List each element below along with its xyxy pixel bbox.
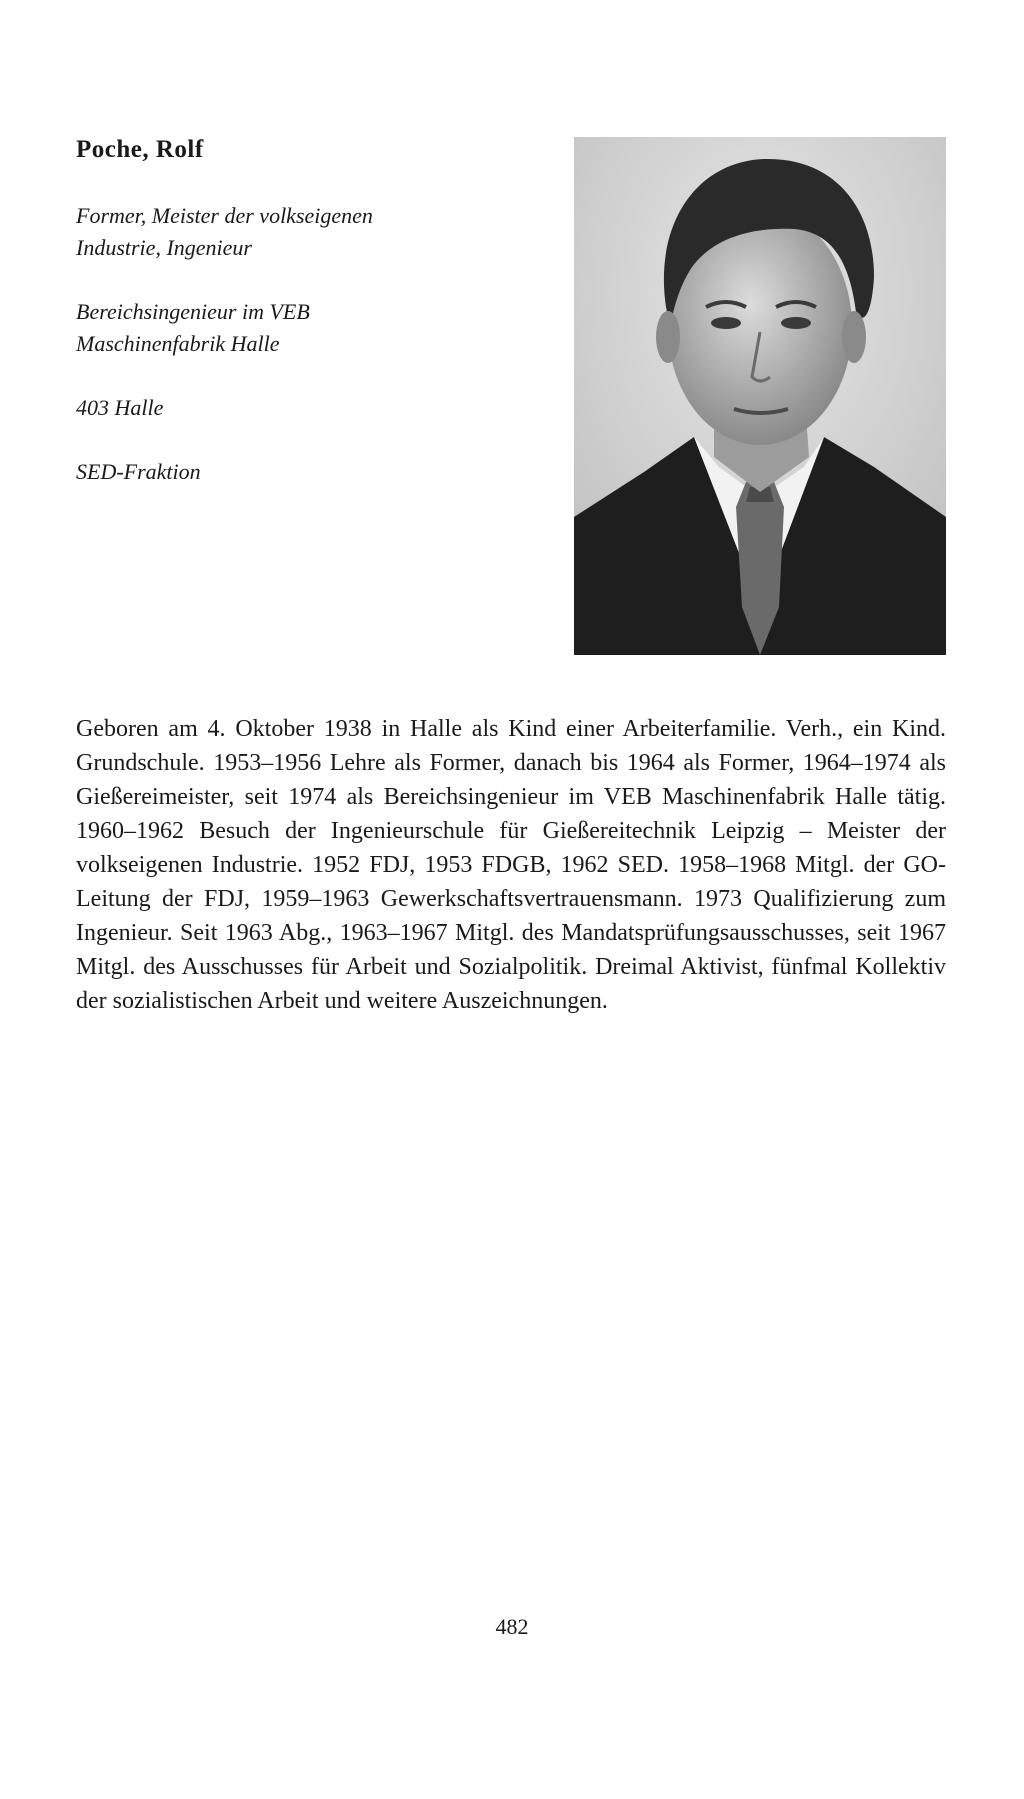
occupation-line: Former, Meister der volkseigenen xyxy=(76,203,373,228)
location: 403 Halle xyxy=(76,395,164,420)
occupation xyxy=(76,200,496,264)
portrait-photo xyxy=(574,137,946,655)
occupation-line: Industrie, Ingenieur xyxy=(76,235,252,260)
position-line: Bereichsingenieur im VEB xyxy=(76,299,310,324)
position-line: Maschinenfabrik Halle xyxy=(76,331,280,356)
page-number: 482 xyxy=(495,1614,529,1639)
person-name: Poche, Rolf xyxy=(76,136,204,163)
person-details xyxy=(76,200,496,520)
faction: SED-Fraktion xyxy=(76,459,201,484)
position xyxy=(76,296,496,360)
portrait-illustration xyxy=(574,137,946,655)
biography-text: Geboren am 4. Oktober 1938 in Halle als Kind einer Arbeiterfamilie. Verh., ein Kind. Grundschule. 1953–1956 Lehre als Former, danach bis 1964 als Former, 1964–1974 als Gießereimeister, seit 1974 als Bereichsingenieur im VEB Maschinenfabrik Halle tätig. 1960–1962 Besuch der Ingenieurschule für Gießereitechnik Leipzig – Meister der volkseigenen Industrie. 1952 FDJ, 1953 FDGB, 1962 SED. 1958–1968 Mitgl. der GO-Leitung der FDJ, 1959–1963 Gewerkschaftsvertrauensmann. 1973 Qualifizierung zum Ingenieur. Seit 1963 Abg., 1963–1967 Mitgl. des Mandatsprüfungsausschusses, seit 1967 Mitgl. des Ausschusses für Arbeit und Sozialpolitik. Dreimal Aktivist, fünfmal Kollektiv der sozialistischen Arbeit und weitere Auszeichnungen. xyxy=(76,716,946,1014)
